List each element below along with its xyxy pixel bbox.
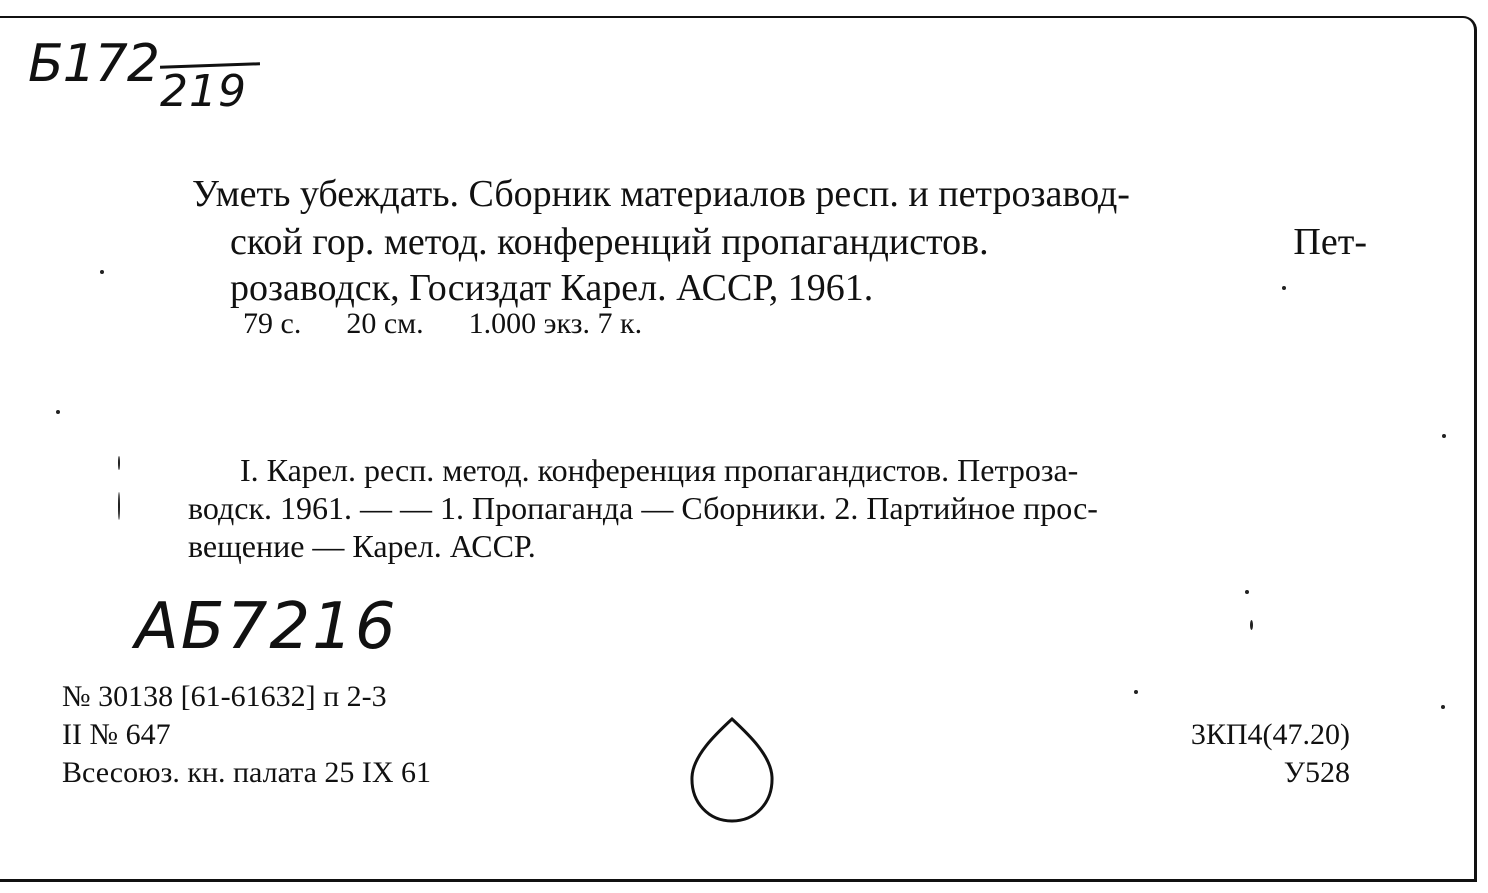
entry-line-2 <box>230 218 1367 266</box>
inventory-number: АБ7216 <box>135 590 398 664</box>
imprint-line: 79 с. 20 см. 1.000 экз. 7 к. <box>243 307 643 340</box>
tracing-line-2: водск. 1961. — — 1. Пропаганда — Сборники. 2. Партийное прос- <box>188 490 1098 526</box>
classification-code: 3КП4(47.20) <box>1190 718 1350 751</box>
entry-line-1: Уметь убеждать. Сборник материалов респ. и петрозавод- <box>192 173 1130 215</box>
footer-left-line-2: II № 647 <box>62 718 171 751</box>
punch-hole-icon <box>687 715 777 825</box>
entry-line-2-left: ской гор. метод. конференций пропагандистов. <box>230 221 989 263</box>
entry-line-3: розаводск, Госиздат Карел. АССР, 1961. <box>230 267 874 309</box>
speck <box>118 456 120 470</box>
speck <box>1250 620 1253 630</box>
speck <box>1245 590 1249 594</box>
shelfmark-sub: 219 <box>160 66 247 117</box>
speck <box>1282 286 1286 290</box>
tracing-line-1: I. Карел. респ. метод. конференция пропагандистов. Петроза- <box>240 452 1079 488</box>
speck <box>118 492 120 520</box>
speck <box>56 410 60 414</box>
footer-left-line-1: № 30138 [61-61632] п 2-3 <box>62 680 387 713</box>
speck <box>1134 690 1138 694</box>
tracing-line-3: вещение — Карел. АССР. <box>188 528 536 564</box>
shelfmark-main: Б172 <box>28 34 159 94</box>
speck <box>1442 434 1446 438</box>
footer-left-line-3: Всесоюз. кн. палата 25 IX 61 <box>62 756 432 789</box>
speck <box>1441 705 1445 709</box>
author-mark: У528 <box>1283 756 1350 789</box>
speck <box>100 270 104 274</box>
entry-line-2-right: Пет- <box>1293 221 1367 263</box>
